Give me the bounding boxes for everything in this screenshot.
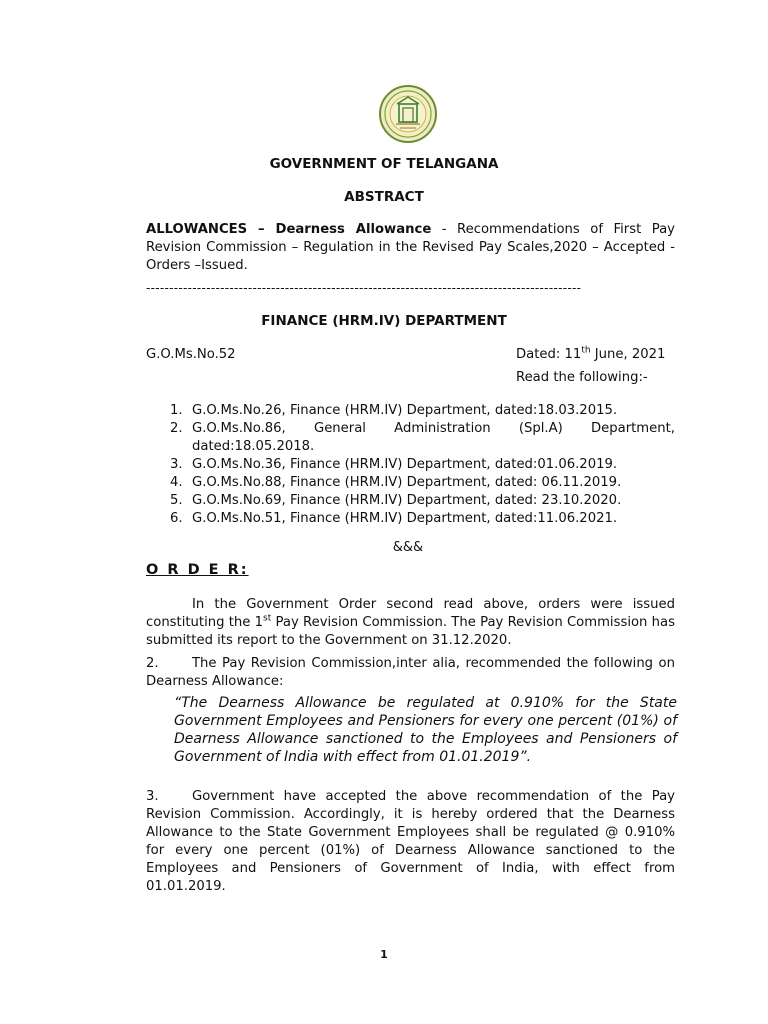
reference-item: 1. G.O.Ms.No.26, Finance (HRM.IV) Department, dated:18.03.2015. xyxy=(170,403,618,418)
reference-item: 3. G.O.Ms.No.36, Finance (HRM.IV) Department, dated:01.06.2019. xyxy=(170,457,618,472)
paragraph-2: 2. The Pay Revision Commission,inter alia, recommended the following on Dearness Allowance: xyxy=(146,656,675,689)
subject-paragraph xyxy=(146,221,675,275)
reference-item: 4. G.O.Ms.No.88, Finance (HRM.IV) Department, dated: 06.11.2019. xyxy=(170,475,622,490)
government-heading: GOVERNMENT OF TELANGANA xyxy=(269,156,499,172)
subject-bold-lead: ALLOWANCES – Dearness Allowance xyxy=(146,222,432,237)
reference-item: 2. G.O.Ms.No.86, General Administration (Spl.A) Department, dated:18.05.2018. xyxy=(170,421,675,454)
reference-list xyxy=(170,402,675,528)
page-number: 1 xyxy=(380,948,388,961)
order-date xyxy=(516,346,665,364)
abstract-heading: ABSTRACT xyxy=(344,189,424,205)
date-prefix: Dated: 11 xyxy=(516,347,582,362)
telangana-emblem-icon xyxy=(378,84,438,144)
paragraph-1: In the Government Order second read above, orders were issued constituting the 1st Pay Revision Commission. The Pay Revision Commission has submitted its report to the Government on 31.12.2020. xyxy=(146,597,675,648)
divider-marks: &&& xyxy=(392,540,424,555)
date-sup: th xyxy=(581,345,591,356)
reference-item: 6. G.O.Ms.No.51, Finance (HRM.IV) Department, dated:11.06.2021. xyxy=(170,511,618,526)
order-title: O R D E R: xyxy=(146,562,249,578)
separator-line: ---------------------------------------------------------------------------------------------- xyxy=(146,281,582,295)
go-number: G.O.Ms.No.52 xyxy=(146,347,236,362)
read-following-label: Read the following:- xyxy=(516,370,648,385)
department-heading: FINANCE (HRM.IV) DEPARTMENT xyxy=(261,313,507,329)
date-suffix: June, 2021 xyxy=(590,347,666,362)
paragraph-3: 3. Government have accepted the above recommendation of the Pay Revision Commission. Accordingly, it is hereby ordered that the Dearness Allowance to the State Government Employees shall be regulated @ 0.910% for every one percent (01%) of Dearness Allowance sanctioned to the Employees and Pensioners of Government of India, with effect from 01.01.2019. xyxy=(146,789,675,894)
subject-text: - Recommendations of First Pay Revision Commission – Regulation in the Revised Pay Scales,2020 – Accepted - Orders –Issued. xyxy=(146,222,675,273)
recommendation-quote: “The Dearness Allowance be regulated at 0.910% for the State Government Employees and Pensioners for every one percent (01%) of Dearness Allowance sanctioned to the Employees and Pensioners of Government of India with effect from 01.01.2019”. xyxy=(174,695,677,765)
reference-item: 5. G.O.Ms.No.69, Finance (HRM.IV) Department, dated: 23.10.2020. xyxy=(170,493,622,508)
